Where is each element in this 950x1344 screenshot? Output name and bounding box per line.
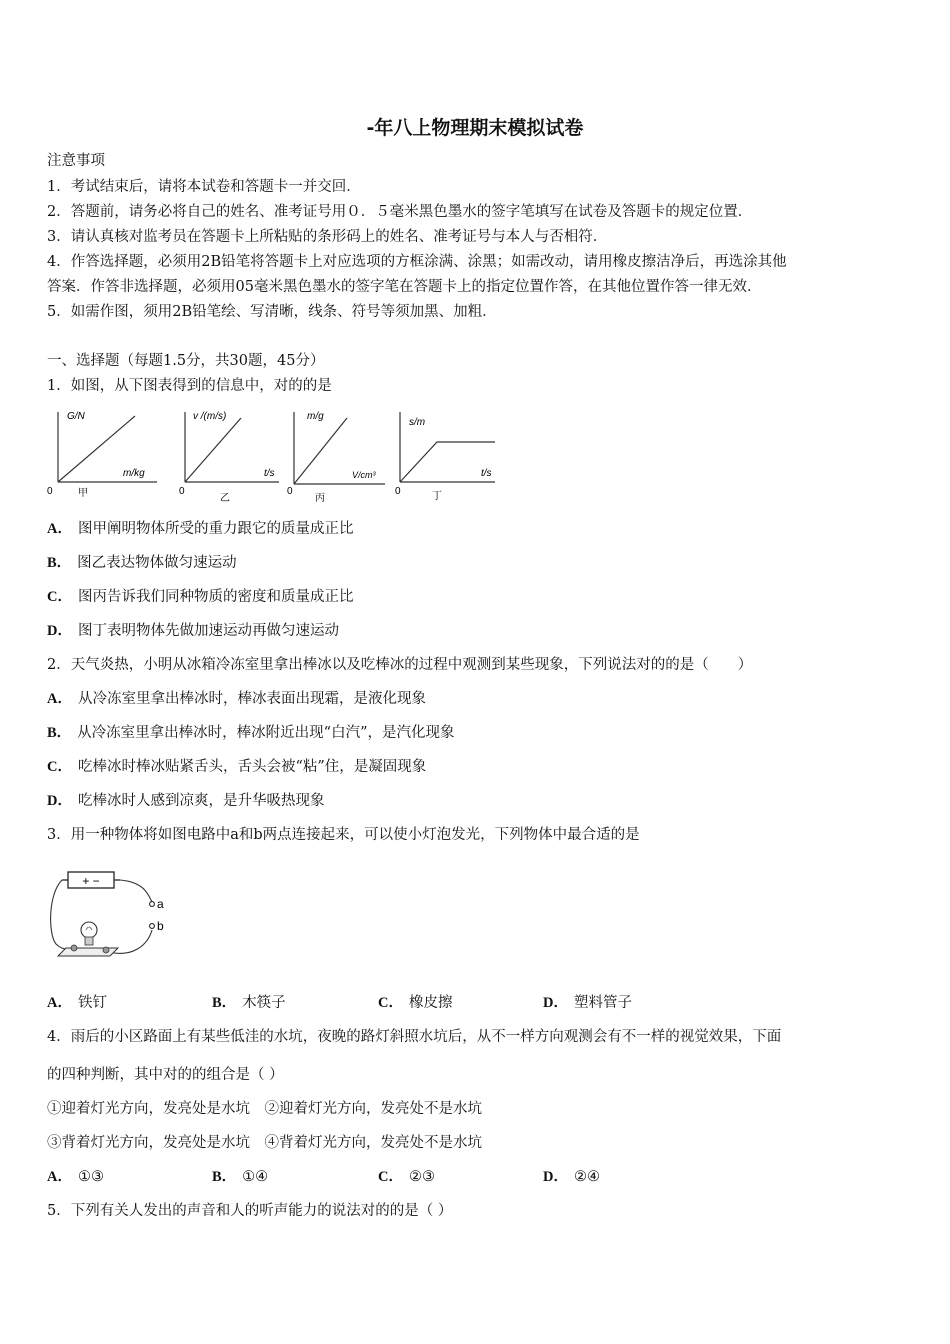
notice-item: 4．作答选择题，必须用2B铅笔将答题卡上对应选项的方框涂满、涂黑；如需改动，请用橡皮擦洁净后，再选涂其他: [47, 254, 787, 270]
q4-option-d: D． ②④: [543, 1169, 600, 1185]
graph-jia-caption: 甲: [78, 488, 88, 499]
question-3-stem: 3．用一种物体将如图电路中a和b两点连接起来，可以使小灯泡发光，下列物体中最合适的是: [47, 827, 640, 843]
graph-jia-origin: 0: [47, 486, 53, 497]
question-4-judgements-1: ①迎着灯光方向，发亮处是水坑 ②迎着灯光方向，发亮处不是水坑: [47, 1101, 482, 1117]
notice-heading: 注意事项: [47, 153, 105, 169]
question-4-judgements-2: ③背着灯光方向，发亮处是水坑 ④背着灯光方向，发亮处不是水坑: [47, 1135, 482, 1151]
point-a-label: a: [157, 897, 164, 911]
question-1-stem: 1．如图，从下图表得到的信息中，对的的是: [47, 378, 332, 394]
notice-item: 5．如需作图，须用2B铅笔绘、写清晰，线条、符号等须加黑、加粗．: [47, 304, 497, 320]
q1-option-d: D． 图丁表明物体先做加速运动再做匀速运动: [47, 623, 339, 639]
graph-bing-origin: 0: [287, 486, 293, 497]
question-4-stem-cont: 的四种判断，其中对的的组合是（ ）: [47, 1067, 284, 1083]
q4-option-b: B． ①④: [212, 1169, 269, 1185]
graph-bing-ylabel: m/g: [307, 411, 324, 422]
point-a-icon: [150, 902, 155, 907]
q3-circuit-figure: [44, 864, 174, 972]
q1-option-b: B． 图乙表达物体做匀速运动: [47, 555, 237, 571]
q1-option-c: C． 图丙告诉我们同种物质的密度和质量成正比: [47, 589, 354, 605]
q3-option-c: C． 橡皮擦: [378, 995, 453, 1011]
q3-option-b: B． 木筷子: [212, 995, 286, 1011]
graph-yi-xlabel: t/s: [264, 468, 275, 479]
q3-option-d: D． 塑料管子: [543, 995, 632, 1011]
question-4-stem: 4．雨后的小区路面上有某些低洼的水坑，夜晚的路灯斜照水坑后，从不一样方向观测会有不一样的视觉效果，下面: [47, 1029, 782, 1045]
question-2-stem: 2．天气炎热，小明从冰箱冷冻室里拿出棒冰以及吃棒冰的过程中观测到某些现象，下列说法对的的是（ ）: [47, 657, 753, 673]
notice-item: 3．请认真核对监考员在答题卡上所粘贴的条形码上的姓名、准考证号与本人与否相符．: [47, 229, 608, 245]
q3-option-a: A． 铁钉: [47, 995, 107, 1011]
graph-jia-xlabel: m/kg: [123, 468, 145, 479]
graph-bing-caption: 丙: [315, 493, 325, 504]
graph-bing-xlabel: V/cm³: [352, 470, 376, 480]
graph-ding-xlabel: t/s: [481, 468, 492, 479]
q2-option-d: D． 吃棒冰时人感到凉爽，是升华吸热现象: [47, 793, 325, 809]
q2-option-b: B． 从冷冻室里拿出棒冰时，棒冰附近出现“白汽”，是汽化现象: [47, 725, 455, 741]
notice-item: 1．考试结束后，请将本试卷和答题卡一并交回．: [47, 179, 361, 195]
graph-yi-origin: 0: [179, 486, 185, 497]
section-heading: 一、选择题（每题1.5分，共30题，45分）: [47, 353, 325, 369]
q1-graphs-figure: [45, 404, 500, 504]
battery-label: + −: [82, 874, 100, 888]
graph-yi-caption: 乙: [220, 493, 230, 504]
graph-jia-ylabel: G/N: [67, 411, 85, 422]
question-5-stem: 5．下列有关人发出的声音和人的听声能力的说法对的的是（ ）: [47, 1203, 453, 1219]
bulb-icon: [81, 922, 97, 938]
point-b-icon: [150, 924, 155, 929]
point-b-label: b: [157, 919, 164, 933]
notice-item: 2．答题前，请务必将自己的姓名、准考证号用０．５毫米黑色墨水的签字笔填写在试卷及答题卡的规定位置．: [47, 204, 753, 220]
notice-item: 答案．作答非选择题，必须用05毫米黑色墨水的签字笔在答题卡上的指定位置作答，在其他位置作答一律无效．: [47, 279, 762, 295]
page-title: -年八上物理期末模拟试卷: [366, 117, 584, 139]
graph-ding-ylabel: s/m: [409, 417, 426, 428]
q2-option-a: A． 从冷冻室里拿出棒冰时，棒冰表面出现霜，是液化现象: [47, 691, 426, 707]
q4-option-a: A． ①③: [47, 1169, 104, 1185]
q1-option-a: A． 图甲阐明物体所受的重力跟它的质量成正比: [47, 521, 354, 537]
graph-yi-ylabel: v /(m/s): [193, 411, 227, 422]
graph-ding-origin: 0: [395, 486, 401, 497]
q2-option-c: C． 吃棒冰时棒冰贴紧舌头，舌头会被“粘”住，是凝固现象: [47, 759, 427, 775]
q4-option-c: C． ②③: [378, 1169, 435, 1185]
graph-ding-caption: 丁: [432, 491, 442, 502]
